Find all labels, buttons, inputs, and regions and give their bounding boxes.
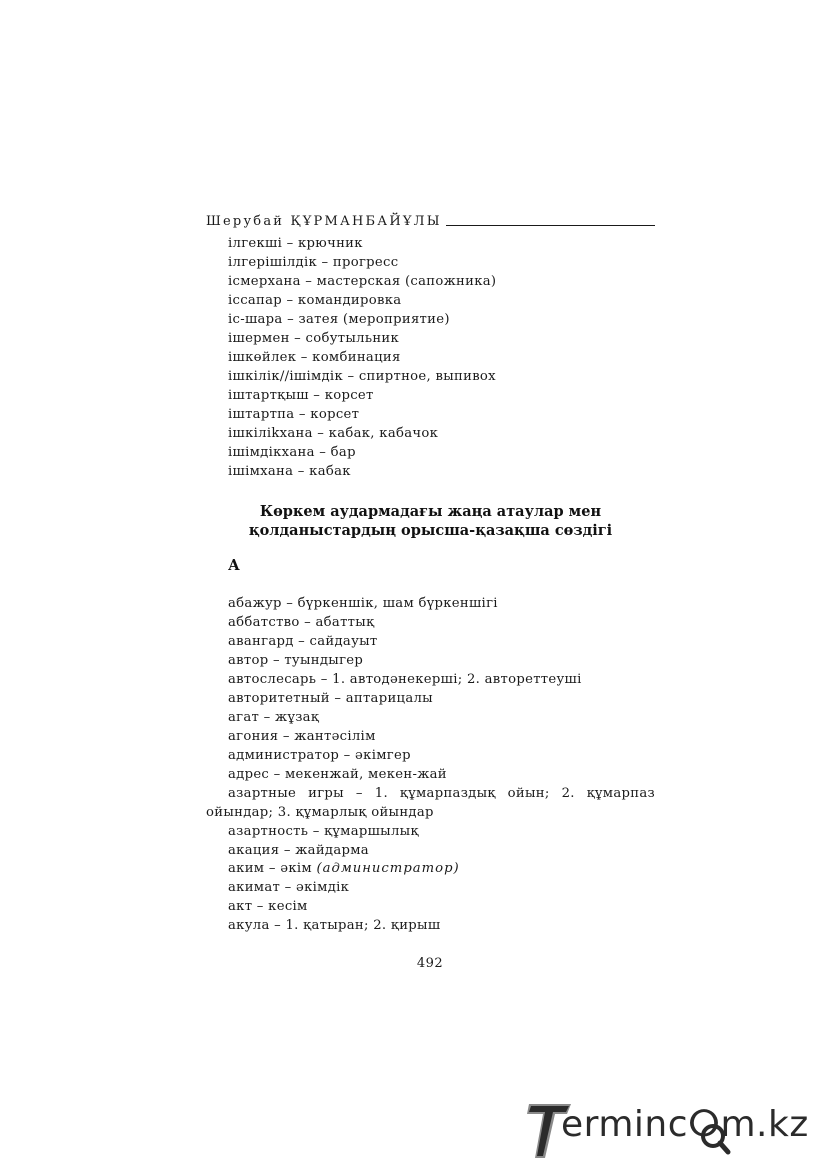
dictionary-entry: іс-шара – затея (мероприятие)	[228, 312, 450, 327]
dictionary-entry: ішермен – собутыльник	[228, 331, 400, 346]
section-title-line1: Көркем аудармадағы жаңа атаулар мен	[259, 503, 602, 520]
dictionary-entry: администратор – әкімгер	[228, 748, 411, 763]
dictionary-entry: акация – жайдарма	[228, 842, 369, 858]
dictionary-entry: ілгекші – крючник	[228, 236, 363, 251]
dictionary-entry: іштартпа – корсет	[228, 407, 360, 422]
dictionary-entry: абажур – бүркеншік, шам бүркеншігі	[228, 596, 498, 611]
dictionary-entry: акула – 1. қатыран; 2. қирыш	[228, 918, 441, 933]
dictionary-entry: ілгерішілдік – прогресс	[228, 255, 399, 270]
dictionary-entry: іссапар – командировка	[228, 293, 402, 308]
akim-entry-note: (администратор)	[316, 861, 460, 876]
wrapped-entry-line2: ойындар; 3. құмарлық ойындар	[206, 805, 434, 820]
dictionary-entry: акимат – әкімдік	[228, 880, 350, 895]
dictionary-entry: агония – жантәсілім	[228, 729, 376, 744]
termincom-logo-text: ermincⵔm.kz	[561, 1104, 809, 1145]
section-title-line2: қолданыстардың орысша-қазақша сөздігі	[248, 522, 613, 539]
dictionary-entry: автор – туындыгер	[228, 653, 364, 668]
dictionary-entry: акт – кесім	[228, 899, 308, 914]
dictionary-entry: автослесарь – 1. автодәнекерші; 2. автореттеуші	[228, 672, 582, 687]
header-author: Шерубай ҚҰРМАНБАЙҰЛЫ	[206, 214, 442, 229]
akim-entry-text: аким – әкім	[228, 861, 317, 876]
dictionary-entry: агат – жұзақ	[228, 710, 320, 725]
running-header	[206, 211, 655, 229]
dictionary-entry: ісмерхана – мастерская (сапожника)	[228, 274, 497, 289]
wrapped-entry-line1: азартные игры – 1. құмарпаздық ойын; 2. құмарпаз	[228, 786, 655, 801]
dictionary-entry: ішімхана – кабак	[228, 464, 351, 479]
dictionary-entry: ішімдікхана – бар	[228, 445, 356, 460]
dictionary-entry: ішкілік//ішімдік – спиртное, выпивох	[228, 369, 496, 384]
dictionary-entry: ішкөйлек – комбинация	[228, 350, 401, 365]
akim-entry	[228, 861, 460, 876]
dictionary-entry: ішкіліkхана – кабак, кабачок	[228, 426, 439, 441]
letter-heading: А	[228, 557, 240, 574]
dictionary-entry: адрес – мекенжай, мекен-жай	[228, 767, 447, 782]
dictionary-entry: аббатство – абаттық	[228, 615, 375, 630]
header-rule	[446, 225, 655, 226]
page-number: 492	[416, 956, 444, 971]
dictionary-entry: авангард – сайдауыт	[228, 634, 378, 649]
dictionary-entry: азартность – құмаршылық	[228, 824, 419, 839]
dictionary-entry: авторитетный – аптарицалы	[228, 691, 433, 706]
dictionary-entry: іштартқыш – корсет	[228, 388, 374, 403]
